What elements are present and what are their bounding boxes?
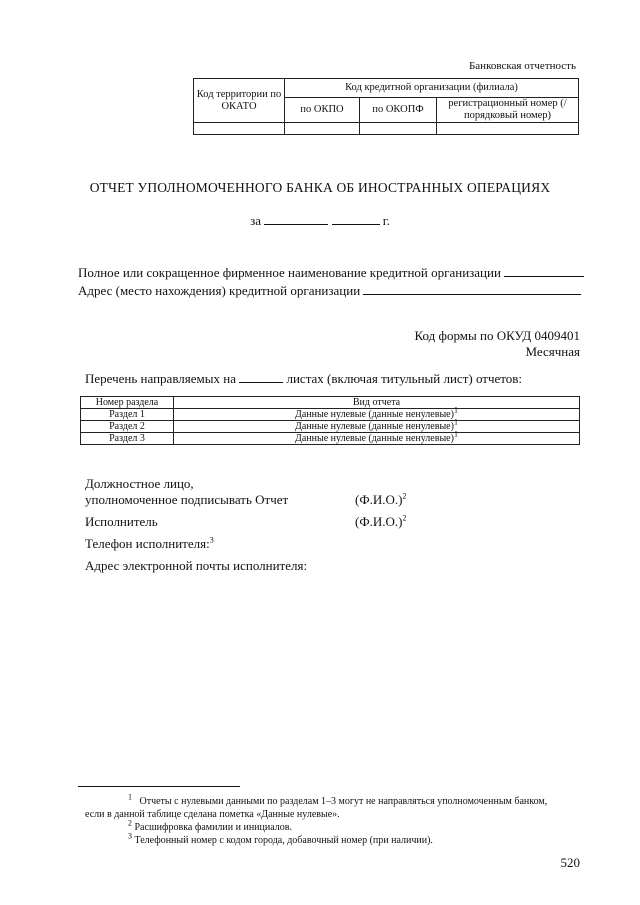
table-row bbox=[81, 421, 580, 433]
form-code: Код формы по ОКУД 0409401 bbox=[414, 328, 580, 343]
report-period bbox=[0, 212, 640, 229]
period-year-blank bbox=[332, 212, 380, 225]
footnote-1: $^1$ Отчеты с нулевыми данными по разделам 1–3 могут не направляться уполномоченным банком, bbox=[128, 792, 548, 807]
okopf-header: по ОКОПФ bbox=[360, 98, 437, 123]
period-suffix: г. bbox=[382, 213, 390, 228]
reporting-type-label: Банковская отчетность bbox=[468, 60, 576, 72]
footnote-ref: 1 bbox=[453, 429, 458, 439]
credit-org-code-header: Код кредитной организации (филиала) bbox=[285, 79, 579, 98]
executor-label: Исполнитель bbox=[85, 514, 158, 529]
form-code-block bbox=[415, 328, 580, 360]
report-title: ОТЧЕТ УПОЛНОМОЧЕННОГО БАНКА ОБ ИНОСТРАННЫХ ОПЕРАЦИЯХ bbox=[89, 180, 551, 195]
page-number: 520 bbox=[560, 855, 580, 870]
okpo-header: по ОКПО bbox=[285, 98, 360, 123]
report-type: Данные нулевые (данные ненулевые)$^1$ bbox=[174, 433, 580, 445]
org-info bbox=[78, 264, 584, 300]
section-num: Раздел 1 bbox=[81, 409, 174, 421]
sheets-list-line bbox=[85, 370, 522, 387]
regnum-cell bbox=[437, 123, 579, 135]
table-row bbox=[81, 409, 580, 421]
report-type: Данные нулевые (данные ненулевые)$^1$ bbox=[174, 409, 580, 421]
email-label: Адрес электронной почты исполнителя: bbox=[85, 558, 308, 573]
footnote-1-cont: если в данной таблице сделана пометка «Данные нулевые». bbox=[85, 809, 340, 820]
org-name-label: Полное или сокращенное фирменное наименование кредитной организации bbox=[78, 265, 501, 280]
section-num: Раздел 3 bbox=[81, 433, 174, 445]
section-num: Раздел 2 bbox=[81, 421, 174, 433]
footnote-divider bbox=[78, 786, 240, 787]
footnote-ref: 1 bbox=[453, 417, 458, 427]
org-address-blank bbox=[363, 282, 581, 295]
sheets-count-blank bbox=[239, 370, 283, 383]
territory-code-cell bbox=[194, 123, 285, 135]
report-type: Данные нулевые (данные ненулевые)$^1$ bbox=[174, 421, 580, 433]
org-address-label: Адрес (место нахождения) кредитной организации bbox=[78, 283, 361, 298]
report-type-header: Вид отчета bbox=[174, 397, 580, 409]
list-suffix: листах (включая титульный лист) отчетов: bbox=[286, 371, 523, 386]
regnum-header: регистрационный номер (/порядковый номер) bbox=[437, 98, 579, 123]
okopf-cell bbox=[360, 123, 437, 135]
territory-code-header: Код территории по ОКАТО bbox=[194, 79, 285, 123]
phone-label: Телефон исполнителя:$^3$ bbox=[85, 535, 214, 551]
official-label: Должностное лицо, уполномоченное подписывать Отчет bbox=[85, 476, 289, 507]
footnote-3: $^3$ Телефонный номер с кодом города, добавочный номер (при наличии). bbox=[128, 831, 433, 846]
footnote-ref: 1 bbox=[453, 405, 458, 415]
table-row bbox=[81, 433, 580, 445]
sections-table bbox=[80, 396, 580, 445]
codes-table bbox=[193, 78, 579, 135]
okpo-cell bbox=[285, 123, 360, 135]
period-prefix: за bbox=[250, 213, 262, 228]
form-periodicity: Месячная bbox=[525, 344, 580, 359]
executor-fio: $(Ф.И.О.)^2$ bbox=[355, 513, 407, 529]
section-num-header: Номер раздела bbox=[81, 397, 174, 409]
footnote-2: $^2$ Расшифровка фамилии и инициалов. bbox=[128, 818, 292, 833]
period-month-blank bbox=[264, 212, 328, 225]
list-prefix: Перечень направляемых на bbox=[85, 371, 236, 386]
org-name-blank bbox=[504, 264, 584, 277]
official-fio: $(Ф.И.О.)^2$ bbox=[355, 491, 407, 507]
